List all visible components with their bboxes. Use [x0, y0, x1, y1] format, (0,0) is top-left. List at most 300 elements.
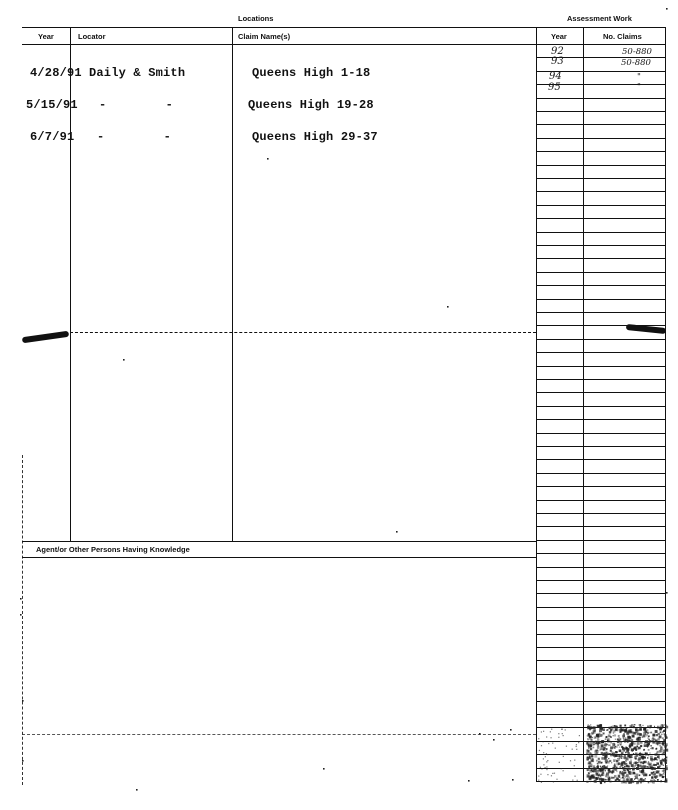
noise-speck: [595, 777, 597, 779]
noise-speck: [587, 756, 589, 758]
noise-speck: [663, 765, 664, 766]
noise-speck: [602, 771, 604, 773]
noise-speck: [593, 730, 595, 732]
location-row-3-year: 6/7/91: [30, 130, 75, 144]
noise-speck: [604, 782, 606, 784]
noise-speck: [602, 779, 605, 782]
noise-speck: [628, 729, 630, 731]
noise-speck: [587, 750, 589, 752]
noise-speck: [591, 755, 593, 757]
noise-speck: [657, 726, 659, 728]
location-row-1-claim: Queens High 1-18: [252, 66, 371, 80]
noise-speck: [642, 753, 643, 754]
noise-speck: [646, 744, 649, 747]
noise-speck: [650, 732, 652, 734]
noise-speck: [630, 739, 633, 742]
noise-speck: [648, 749, 650, 751]
location-row-3-locator: - -: [97, 130, 172, 144]
noise-speck: [612, 754, 614, 756]
noise-speck: [618, 759, 620, 761]
noise-speck: [136, 789, 138, 791]
noise-speck: [627, 752, 629, 754]
noise-speck: [604, 767, 607, 770]
noise-speck: [622, 777, 624, 779]
noise-speck: [650, 727, 651, 728]
noise-speck: [600, 769, 601, 770]
noise-speck: [665, 725, 667, 727]
noise-speck: [619, 757, 621, 759]
noise-speck: [563, 770, 564, 771]
noise-speck: [543, 758, 544, 759]
noise-speck: [547, 754, 548, 755]
noise-speck: [595, 740, 596, 741]
noise-speck: [638, 739, 640, 741]
noise-speck: [632, 735, 634, 737]
noise-speck: [598, 761, 601, 764]
assessment-work-header: Assessment Work: [567, 14, 632, 23]
noise-speck: [593, 747, 595, 749]
noise-speck: [652, 747, 654, 749]
noise-speck: [552, 743, 553, 744]
noise-speck: [541, 731, 542, 732]
noise-speck: [556, 779, 557, 780]
noise-speck: [587, 742, 588, 743]
noise-speck: [577, 780, 578, 781]
noise-speck: [627, 748, 629, 750]
noise-speck: [619, 754, 621, 756]
noise-speck: [663, 768, 666, 771]
noise-speck: [616, 752, 618, 754]
locations-header: Locations: [238, 14, 274, 23]
noise-speck: [624, 741, 626, 743]
noise-speck: [546, 769, 547, 770]
noise-speck: [396, 531, 398, 533]
noise-speck: [635, 753, 638, 756]
noise-speck: [643, 732, 646, 735]
noise-speck: [593, 744, 594, 745]
noise-speck: [601, 752, 604, 755]
noise-speck: [631, 748, 634, 751]
noise-speck: [547, 760, 548, 761]
location-row-2-claim: Queens High 19-28: [248, 98, 374, 112]
noise-speck: [594, 744, 595, 745]
noise-speck: [651, 740, 653, 742]
noise-speck: [540, 774, 541, 775]
noise-speck: [554, 773, 555, 774]
noise-speck: [656, 770, 659, 773]
noise-speck: [597, 743, 599, 745]
noise-speck: [635, 731, 636, 732]
noise-speck: [637, 767, 640, 770]
noise-speck: [655, 780, 656, 781]
noise-speck: [447, 306, 449, 308]
noise-speck: [647, 725, 649, 727]
noise-speck: [610, 781, 612, 783]
noise-speck: [634, 779, 635, 780]
noise-speck: [647, 766, 649, 768]
aw-row-3-claims: ": [637, 72, 641, 82]
noise-speck: [599, 729, 602, 732]
noise-speck: [631, 724, 634, 727]
noise-speck: [587, 759, 589, 761]
noise-speck: [601, 762, 602, 763]
noise-speck: [589, 725, 590, 726]
noise-speck: [638, 782, 639, 783]
noise-speck: [634, 747, 636, 749]
noise-speck: [659, 745, 660, 746]
noise-speck: [614, 765, 616, 767]
noise-speck: [544, 767, 545, 768]
noise-speck: [612, 726, 613, 727]
noise-speck: [606, 748, 608, 750]
noise-speck: [605, 744, 606, 745]
noise-speck: [590, 781, 591, 782]
noise-speck: [650, 766, 653, 769]
noise-speck: [639, 737, 640, 738]
noise-speck: [643, 749, 645, 751]
noise-speck: [652, 774, 654, 776]
noise-speck: [630, 773, 631, 774]
noise-speck: [619, 771, 621, 773]
noise-speck: [538, 780, 539, 781]
noise-speck: [614, 756, 615, 757]
aw-row-3-year: 94: [549, 71, 562, 82]
noise-speck: [629, 725, 630, 726]
noise-speck: [639, 733, 642, 736]
noise-speck: [632, 732, 634, 734]
noise-speck: [22, 700, 24, 702]
noise-speck: [633, 753, 634, 754]
noise-speck: [635, 728, 638, 731]
noise-speck: [648, 761, 649, 762]
noise-speck: [644, 757, 646, 759]
noise-speck: [468, 780, 470, 782]
noise-speck: [123, 359, 125, 361]
noise-speck: [650, 758, 653, 761]
noise-speck: [665, 759, 667, 761]
noise-speck: [596, 769, 597, 770]
noise-speck: [624, 757, 626, 759]
noise-speck: [640, 765, 641, 766]
noise-speck: [663, 773, 664, 774]
noise-speck: [591, 768, 592, 769]
noise-speck: [657, 766, 660, 769]
noise-speck: [624, 764, 626, 766]
noise-speck: [20, 598, 22, 600]
noise-speck: [604, 757, 607, 760]
noise-speck: [621, 752, 624, 755]
noise-speck: [601, 744, 604, 747]
noise-speck: [563, 756, 564, 757]
noise-speck: [574, 760, 575, 761]
noise-speck: [545, 756, 546, 757]
noise-speck: [629, 744, 631, 746]
noise-speck: [642, 725, 643, 726]
noise-speck: [654, 757, 657, 760]
noise-speck: [617, 767, 618, 768]
noise-speck: [657, 738, 659, 740]
noise-speck: [666, 592, 668, 594]
noise-speck: [609, 753, 611, 755]
noise-speck: [600, 766, 601, 767]
noise-speck: [550, 737, 551, 738]
noise-speck: [590, 758, 593, 761]
noise-speck: [641, 756, 644, 759]
noise-speck: [553, 781, 554, 782]
noise-speck: [655, 778, 656, 779]
noise-speck: [555, 748, 556, 749]
noise-speck: [267, 158, 269, 160]
noise-speck: [586, 781, 588, 783]
noise-speck: [660, 731, 662, 733]
noise-speck: [599, 733, 601, 735]
noise-speck: [541, 768, 542, 769]
noise-speck: [605, 750, 606, 751]
noise-speck: [622, 768, 624, 770]
noise-speck: [652, 737, 654, 739]
noise-speck: [666, 726, 669, 729]
noise-speck: [610, 730, 612, 732]
noise-speck: [656, 748, 657, 749]
noise-speck: [629, 746, 631, 748]
noise-speck: [600, 782, 602, 784]
noise-speck: [661, 780, 662, 781]
noise-speck: [644, 728, 646, 730]
noise-speck: [587, 739, 589, 741]
aw-row-1-year: 92: [551, 46, 564, 57]
noise-speck: [548, 743, 549, 744]
noise-speck: [626, 728, 627, 729]
noise-speck: [579, 735, 580, 736]
noise-speck: [558, 733, 559, 734]
noise-speck: [636, 774, 639, 777]
noise-speck: [598, 776, 599, 777]
noise-speck: [613, 732, 614, 733]
noise-speck: [547, 774, 548, 775]
noise-speck: [607, 729, 609, 731]
noise-speck: [551, 729, 552, 730]
noise-speck: [655, 740, 657, 742]
noise-speck: [662, 776, 664, 778]
noise-speck: [603, 733, 604, 734]
noise-speck: [588, 775, 589, 776]
noise-speck: [609, 777, 611, 779]
noise-speck: [493, 739, 495, 741]
noise-speck: [648, 755, 649, 756]
noise-speck: [637, 764, 639, 766]
noise-speck: [593, 726, 596, 729]
noise-speck: [630, 759, 632, 761]
noise-speck: [633, 742, 635, 744]
noise-speck: [591, 727, 593, 729]
noise-speck: [576, 749, 577, 750]
noise-speck: [597, 773, 600, 776]
noise-speck: [607, 744, 609, 746]
noise-speck: [627, 735, 630, 738]
locator-column-header: Locator: [78, 32, 106, 41]
noise-speck: [630, 779, 632, 781]
noise-speck: [661, 764, 662, 765]
noise-speck: [655, 764, 657, 766]
noise-speck: [614, 764, 615, 765]
location-row-2-locator: - -: [99, 98, 174, 112]
noise-speck: [659, 773, 660, 774]
noise-speck: [663, 749, 665, 751]
noise-speck: [611, 726, 612, 727]
noise-speck: [593, 741, 596, 744]
noise-speck: [539, 750, 540, 751]
noise-speck: [657, 755, 660, 758]
noise-speck: [323, 768, 325, 770]
noise-speck: [543, 752, 544, 753]
noise-speck: [621, 781, 624, 784]
noise-speck: [641, 770, 644, 773]
noise-speck: [20, 614, 22, 616]
noise-speck: [599, 778, 602, 781]
noise-speck: [613, 745, 616, 748]
noise-speck: [578, 742, 579, 743]
noise-speck: [636, 731, 637, 732]
noise-speck: [662, 737, 664, 739]
noise-speck: [594, 780, 596, 782]
noise-speck: [659, 758, 660, 759]
noise-speck: [640, 762, 641, 763]
noise-speck: [625, 737, 626, 738]
noise-speck: [574, 776, 575, 777]
noise-speck: [656, 752, 658, 754]
noise-speck: [635, 764, 637, 766]
noise-speck: [645, 753, 647, 755]
noise-speck: [598, 759, 599, 760]
noise-speck: [590, 753, 592, 755]
noise-speck: [639, 779, 640, 780]
noise-speck: [617, 726, 618, 727]
noise-speck: [594, 768, 597, 771]
aw-row-1-claims: 50-880: [622, 47, 652, 57]
noise-speck: [593, 765, 596, 768]
noise-speck: [618, 739, 620, 741]
noise-speck: [652, 734, 655, 737]
noise-speck: [602, 728, 605, 731]
noise-speck: [619, 743, 622, 746]
noise-speck: [612, 753, 613, 754]
noise-speck: [659, 735, 662, 738]
claim-names-column-header: Claim Name(s): [238, 32, 291, 41]
noise-speck: [656, 751, 657, 752]
noise-speck: [648, 739, 649, 740]
noise-speck: [616, 767, 618, 769]
noise-speck: [641, 765, 644, 768]
noise-speck: [561, 768, 562, 769]
noise-speck: [622, 749, 625, 752]
noise-speck: [621, 762, 623, 764]
noise-speck: [639, 726, 641, 728]
noise-speck: [631, 743, 633, 745]
noise-speck: [640, 728, 642, 730]
noise-speck: [576, 744, 577, 745]
noise-speck: [606, 773, 609, 776]
noise-speck: [632, 757, 633, 758]
noise-speck: [596, 752, 598, 754]
noise-speck: [618, 762, 620, 764]
noise-speck: [591, 769, 593, 771]
noise-speck: [607, 765, 608, 766]
noise-speck: [576, 746, 577, 747]
noise-speck: [572, 749, 573, 750]
noise-speck: [587, 770, 588, 771]
noise-speck: [661, 734, 662, 735]
noise-speck: [638, 758, 640, 760]
noise-speck: [649, 732, 650, 733]
noise-speck: [653, 772, 654, 773]
noise-speck: [629, 761, 632, 764]
noise-speck: [649, 763, 652, 766]
noise-speck: [590, 742, 593, 745]
noise-speck: [591, 732, 594, 735]
noise-speck: [644, 761, 646, 763]
aw-row-4-claims: ": [637, 82, 641, 92]
aw-row-2-year: 93: [551, 56, 564, 67]
noise-speck: [609, 744, 610, 745]
noise-speck: [647, 732, 649, 734]
noise-speck: [628, 771, 631, 774]
noise-speck: [586, 753, 588, 755]
noise-speck: [565, 729, 566, 730]
noise-speck: [587, 726, 590, 729]
noise-speck: [636, 745, 638, 747]
noise-speck: [572, 780, 573, 781]
noise-speck: [574, 765, 575, 766]
noise-speck: [637, 742, 640, 745]
noise-speck: [647, 757, 648, 758]
noise-speck: [538, 738, 539, 739]
noise-speck: [622, 773, 625, 776]
noise-speck: [609, 771, 611, 773]
noise-speck: [650, 780, 653, 783]
noise-speck: [619, 766, 621, 768]
noise-speck: [588, 762, 590, 764]
noise-speck: [599, 734, 602, 737]
noise-speck: [542, 741, 543, 742]
noise-speck: [600, 747, 603, 750]
noise-speck: [618, 735, 619, 736]
noise-speck: [620, 729, 623, 732]
noise-speck: [663, 742, 664, 743]
noise-speck: [615, 739, 616, 740]
noise-speck: [620, 741, 622, 743]
noise-speck: [631, 764, 634, 767]
noise-speck: [590, 748, 592, 750]
noise-speck: [588, 765, 590, 767]
noise-speck: [647, 729, 648, 730]
noise-speck: [657, 779, 659, 781]
noise-speck: [658, 754, 660, 756]
noise-speck: [596, 760, 598, 762]
noise-speck: [642, 772, 644, 774]
noise-speck: [666, 8, 668, 10]
noise-speck: [663, 739, 666, 742]
noise-speck: [608, 758, 609, 759]
noise-speck: [639, 724, 641, 726]
noise-speck: [627, 779, 630, 782]
noise-speck: [665, 765, 667, 767]
noise-speck: [612, 772, 614, 774]
noise-speck: [602, 774, 604, 776]
noise-speck: [610, 750, 612, 752]
no-claims-column-header: No. Claims: [603, 32, 642, 41]
noise-speck: [589, 755, 591, 757]
noise-speck: [623, 737, 624, 738]
